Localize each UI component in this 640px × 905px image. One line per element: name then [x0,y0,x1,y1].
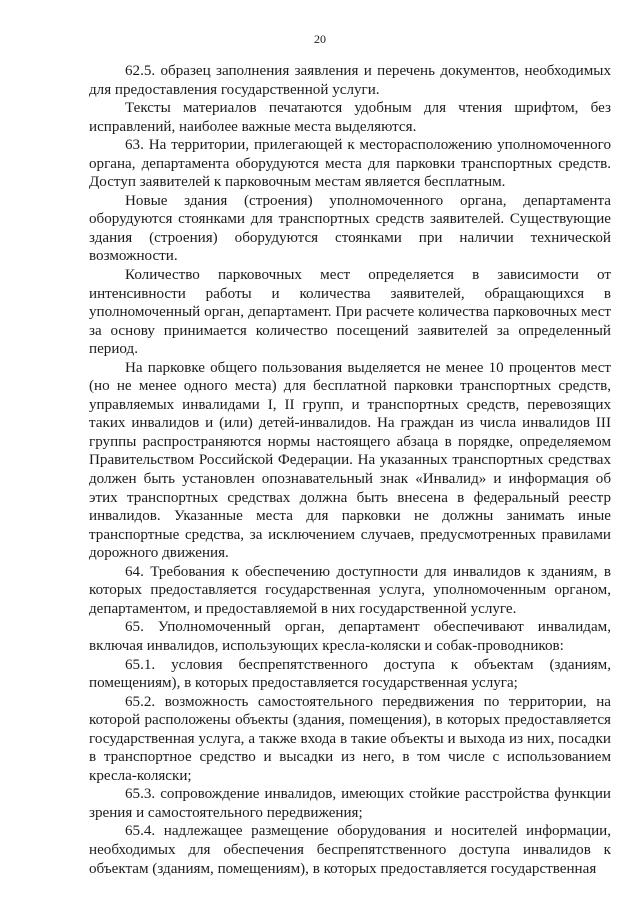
page-number: 20 [314,32,326,46]
paragraph-65-2: 65.2. возможность самостоятельного передвижения по территории, на которой расположены объекты (здания, помещения), в которых предоставляется государственная услуга, а также входа в такие объекты и выхода из них, посадки в транспортное средство и высадки из него, в том числе с использованием кресла-коляски; [89,693,611,784]
paragraph-63: 63. На территории, прилегающей к месторасположению уполномоченного органа, департамента оборудуются места для парковки транспортных средств. Доступ заявителей к парковочным местам является бесплатным. [89,137,611,191]
paragraph-65-4: 65.4. надлежащее размещение оборудования и носителей информации, необходимых для обеспечения беспрепятственного доступа инвалидов к объектам (зданиям, помещениям), в которых предоставляется государственная [89,823,611,877]
paragraph-64: 64. Требования к обеспечению доступности для инвалидов к зданиям, в которых предоставляется государственная услуга, уполномоченным органом, департаментом, и предоставляемой в них государственной услуге. [89,563,611,617]
paragraph-new-buildings: Новые здания (строения) уполномоченного органа, департамента оборудуются стоянками для транспортных средств заявителей. Существующие здания (строения) оборудуются стоянками при наличии технической возможности. [89,192,611,265]
paragraph-65-1: 65.1. условия беспрепятственного доступа к объектам (зданиям, помещениям), в которых предоставляется государственная услуга; [89,656,611,692]
paragraph-65: 65. Уполномоченный орган, департамент обеспечивают инвалидам, включая инвалидов, использующих кресла-коляски и собак-проводников: [89,619,611,654]
paragraph-65-3: 65.3. сопровождение инвалидов, имеющих стойкие расстройства функции зрения и самостоятельного передвижения; [89,786,611,821]
paragraph-text-materials: Тексты материалов печатаются удобным для чтения шрифтом, без исправлений, наиболее важные места выделяются. [89,100,611,135]
document-body [89,62,611,878]
paragraph-disabled-parking: На парковке общего пользования выделяется не менее 10 процентов мест (но не менее одного места) для бесплатной парковки транспортных средств, управляемых инвалидами I, II групп, и транспортных средств, перевозящих таких инвалидов и (или) детей-инвалидов. На граждан из числа инвалидов III группы распространяются нормы настоящего абзаца в порядке, определяемом Правительством Российской Федерации. На указанных транспортных средствах должен быть установлен опознавательный знак «Инвалид» и информация об этих транспортных средствах должна быть внесена в федеральный реестр инвалидов. Указанные места для парковки не должны занимать иные транспортные средства, за исключением случаев, предусмотренных правилами дорожного движения. [89,359,611,562]
paragraph-62-5: 62.5. образец заполнения заявления и перечень документов, необходимых для предоставления государственной услуги. [89,63,611,98]
paragraph-parking-count: Количество парковочных мест определяется в зависимости от интенсивности работы и количества заявителей, обращающихся в уполномоченный орган, департамент. При расчете количества парковочных мест за основу принимается количество посещений заявителей за определенный период. [89,267,611,358]
